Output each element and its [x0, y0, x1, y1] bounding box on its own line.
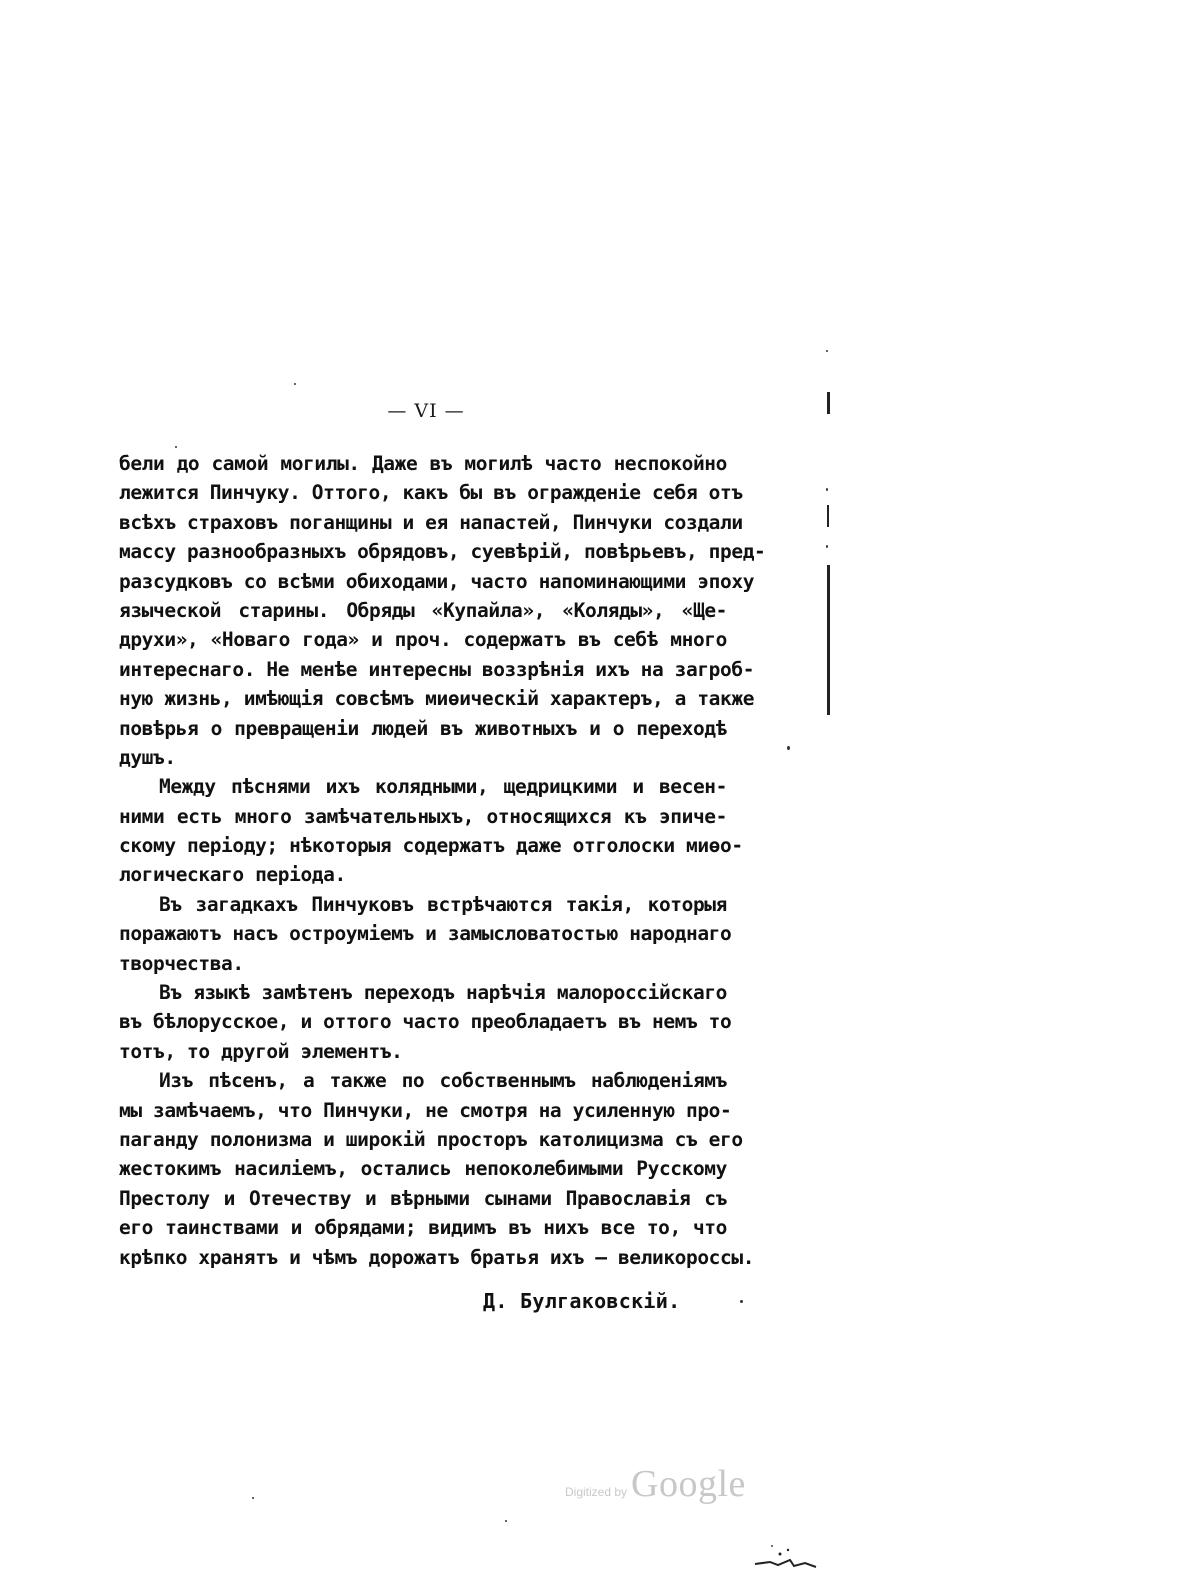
scan-speck [505, 1520, 507, 1522]
text-line: мы замѣчаемъ, что Пинчуки, не смотря на усиленную про- [119, 1098, 732, 1122]
text-line: въ бѣлорусское, и оттого часто преобладаетъ въ немъ то [119, 1010, 732, 1034]
text-line: языческой старины. Обряды «Купайла», «Коляды», «Ще- [119, 598, 727, 622]
text-line: тотъ, то другой элементъ. [119, 1039, 403, 1063]
text-line: массу разнообразныхъ обрядовъ, суевѣрій, повѣрьевъ, пред- [119, 540, 766, 564]
watermark-prefix: Digitized by [565, 1485, 628, 1499]
text-line: ную жизнь, имѣющія совсѣмъ миѳическій характеръ, а также [119, 687, 755, 711]
text-line: Въ загадкахъ Пинчуковъ встрѣчаются такія, которыя [159, 892, 727, 916]
scan-speck [252, 1497, 254, 1499]
text-line: повѣрья о превращеніи людей въ животныхъ и о переходѣ [119, 716, 727, 740]
text-line: лежится Пинчуку. Оттого, какъ бы въ огражденіе себя отъ [119, 481, 743, 505]
watermark-brand: Google [631, 1463, 746, 1505]
text-line: Между пѣснями ихъ колядными, щедрицкими и весен- [159, 775, 727, 799]
text-line: логическаго періода. [119, 863, 346, 887]
scan-edge-mark [827, 505, 829, 527]
scan-speck [787, 746, 790, 750]
body-text [119, 449, 766, 1272]
text-line: душъ. [119, 745, 176, 769]
scan-speck [826, 350, 828, 352]
scan-speck [826, 488, 828, 491]
text-line: всѣхъ страховъ поганщины и ея напастей, Пинчуки создали [119, 510, 743, 534]
text-line: интереснаго. Не менѣе интересны воззрѣнія ихъ на загроб- [119, 657, 755, 681]
scan-speck [175, 446, 177, 448]
text-line: друхи», «Новаго года» и проч. содержатъ въ себѣ много [119, 628, 727, 652]
page-number: — VI — [387, 400, 465, 422]
scan-edge-mark [827, 392, 830, 414]
author-signature: Д. Булгаковскій. [483, 1289, 681, 1313]
text-line: ними есть много замѣчательныхъ, относящихся къ эпиче- [119, 804, 727, 828]
scan-corner-smudge [750, 1540, 820, 1570]
text-line: Въ языкѣ замѣтенъ переходъ нарѣчія малороссійскаго [159, 981, 727, 1005]
text-line: творчества. [119, 951, 244, 975]
digitized-by-watermark [565, 1462, 746, 1506]
text-line: жестокимъ насиліемъ, остались непоколебимыми Русскому [119, 1157, 727, 1181]
text-line: паганду полонизма и широкій просторъ католицизма съ его [119, 1127, 743, 1151]
text-line: разсудковъ со всѣми обиходами, часто напоминающими эпоху [119, 569, 755, 593]
scan-edge-mark [827, 565, 830, 715]
text-line: поражаютъ насъ остроуміемъ и замысловатостью народнаго [119, 922, 732, 946]
scan-speck [826, 545, 828, 548]
scan-speck [740, 1300, 743, 1303]
text-line: его таинствами и обрядами; видимъ въ нихъ все то, что [119, 1216, 727, 1240]
text-line: скому періоду; нѣкоторыя содержатъ даже отголоски миѳо- [119, 834, 743, 858]
text-line: бели до самой могилы. Даже въ могилѣ часто неспокойно [119, 452, 727, 475]
scan-speck [294, 383, 296, 385]
text-line: крѣпко хранятъ и чѣмъ дорожатъ братья ихъ — великороссы. [119, 1245, 755, 1269]
text-line: Престолу и Отечеству и вѣрными сынами Православія съ [119, 1186, 727, 1210]
text-line: Изъ пѣсенъ, а также по собственнымъ наблюденіямъ [159, 1069, 727, 1093]
